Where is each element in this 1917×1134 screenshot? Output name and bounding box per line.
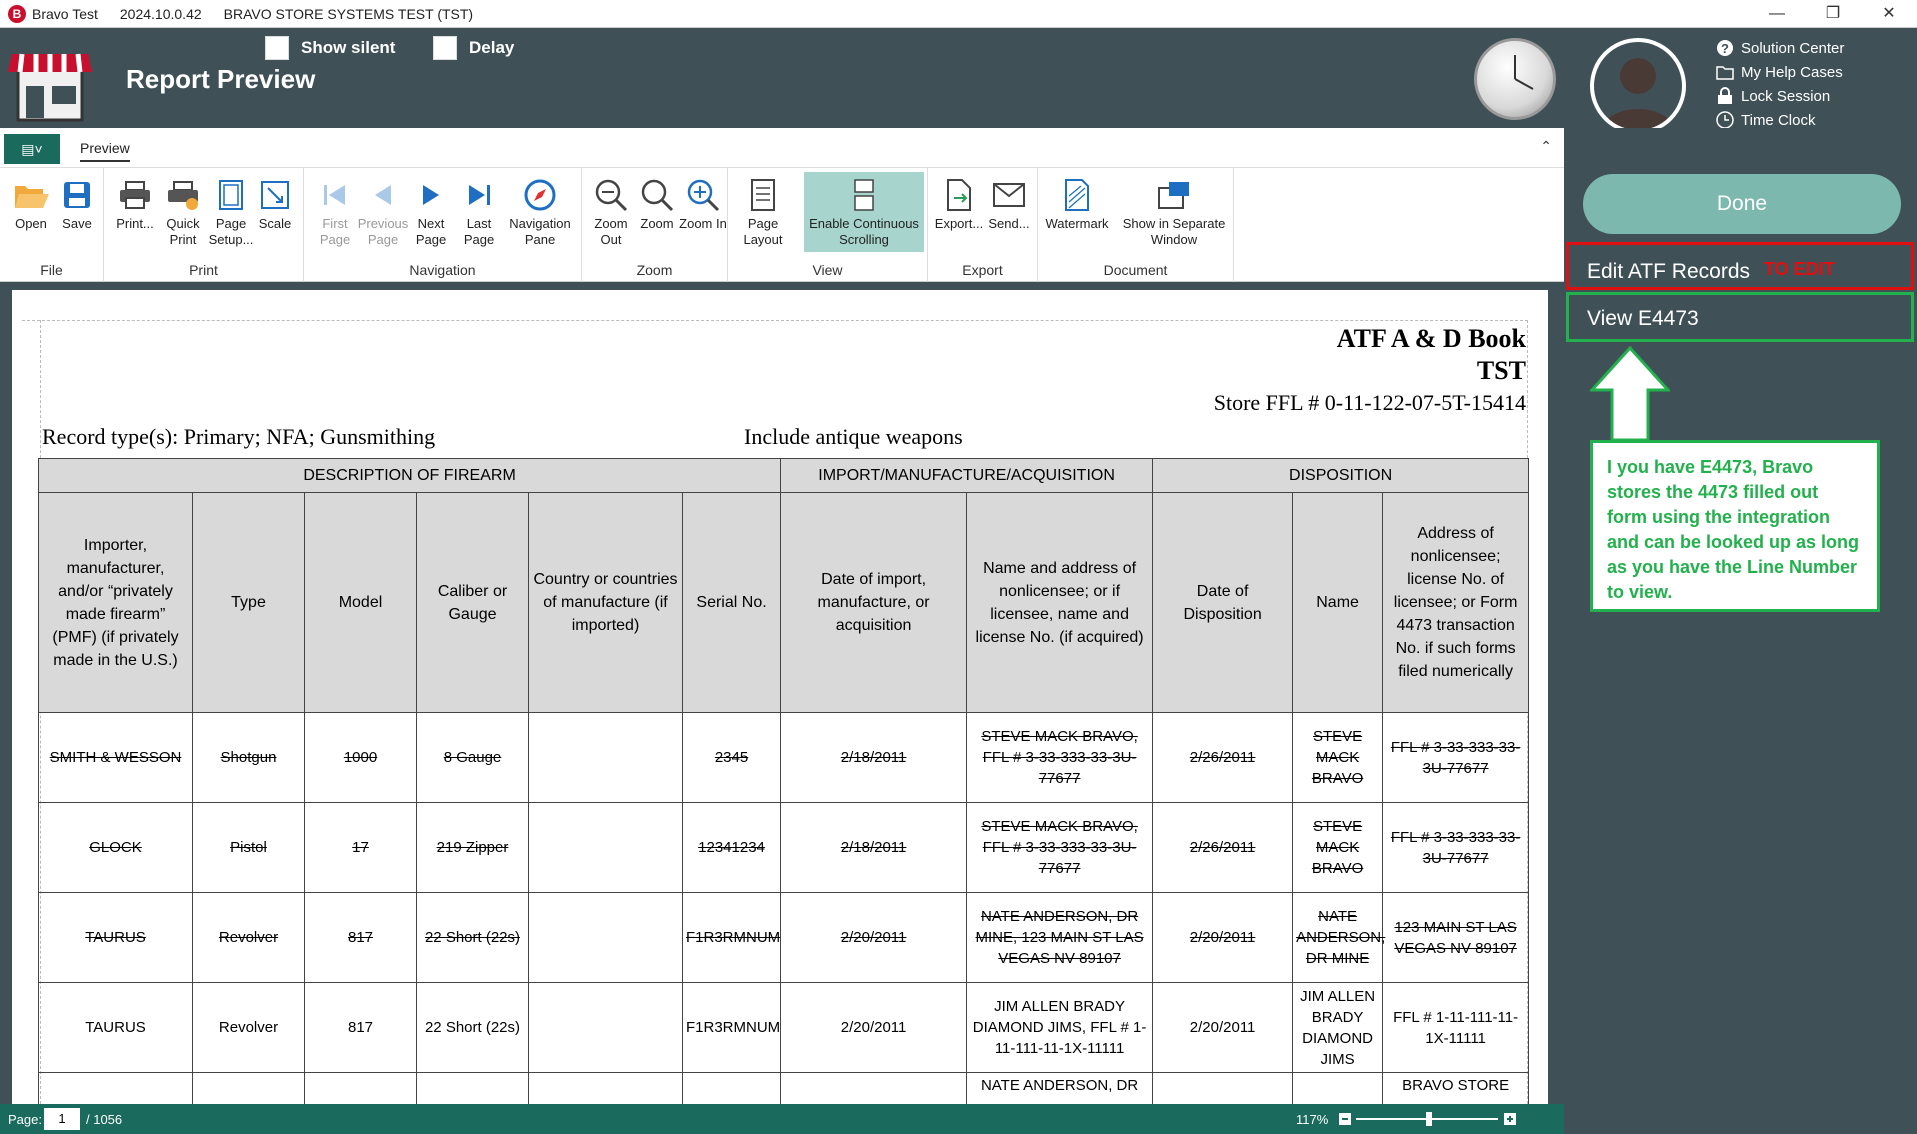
save-icon xyxy=(58,176,96,214)
table-cell xyxy=(305,1073,417,1105)
table-cell xyxy=(39,1073,193,1105)
table-cell xyxy=(529,713,683,803)
table-cell xyxy=(683,1073,781,1105)
table-row xyxy=(39,1073,1529,1105)
show-silent-box[interactable] xyxy=(265,36,289,60)
show-separate-window-button[interactable] xyxy=(1118,176,1230,248)
table-cell: 2345 xyxy=(683,713,781,803)
last-page-icon xyxy=(460,176,498,214)
group-header: DISPOSITION xyxy=(1153,459,1529,493)
zoom-in-label: Zoom In xyxy=(679,216,727,231)
zoom-in-icon xyxy=(684,176,722,214)
document-preview-area[interactable] xyxy=(4,282,1564,1104)
first-page-button[interactable] xyxy=(308,176,362,248)
table-cell: STEVE MACK BRAVO, FFL # 3-33-333-33-3U-77677 xyxy=(967,803,1153,893)
column-header: Caliber or Gauge xyxy=(417,493,529,713)
table-cell: NATE ANDERSON, DR xyxy=(967,1073,1153,1105)
table-cell xyxy=(1153,1073,1293,1105)
group-label-print: Print xyxy=(189,262,218,278)
scale-icon xyxy=(256,176,294,214)
separate-window-icon xyxy=(1155,176,1193,214)
clock-small-icon xyxy=(1715,110,1735,130)
table-cell: FFL # 3-33-333-33-3U-77677 xyxy=(1383,713,1529,803)
send-label: Send... xyxy=(988,216,1030,231)
table-cell xyxy=(529,983,683,1073)
last-page-button[interactable] xyxy=(452,176,506,248)
table-row xyxy=(39,713,1529,803)
status-bar xyxy=(0,1104,1564,1134)
report-title: ATF A & D Book xyxy=(1336,324,1526,353)
first-page-label: First Page xyxy=(319,216,351,247)
quick-print-label: Quick Print xyxy=(166,216,200,247)
avatar[interactable] xyxy=(1590,38,1686,134)
callout-note: I you have E4473, Bravo stores the 4473 filled out form using the integration and can be looked up as long as you have the Line Number to view. xyxy=(1590,440,1880,612)
lock-session-link[interactable] xyxy=(1715,84,1844,108)
group-label-file: File xyxy=(40,262,63,278)
collapse-ribbon-icon[interactable]: ⌃ xyxy=(1540,138,1552,154)
watermark-label: Watermark xyxy=(1045,216,1109,231)
column-header: Address of nonlicensee; license No. of licensee; or Form 4473 transaction No. if such forms filed numerically xyxy=(1383,493,1529,713)
column-header: Type xyxy=(193,493,305,713)
table-cell: STEVE MACK BRAVO xyxy=(1293,803,1383,893)
table-cell: NATE ANDERSON, DR MINE, 123 MAIN ST LAS VEGAS NV 89107 xyxy=(967,893,1153,983)
table-cell: NATE ANDERSON, DR MINE xyxy=(1293,893,1383,983)
print-label: Print... xyxy=(116,216,154,231)
folder-icon xyxy=(1715,62,1735,82)
table-cell: BRAVO STORE xyxy=(1383,1073,1529,1105)
ribbon-menu-button[interactable]: ▤˅ xyxy=(4,134,60,164)
continuous-scroll-label: Enable Continuous Scrolling xyxy=(809,216,919,247)
table-cell: STEVE MACK BRAVO xyxy=(1293,713,1383,803)
save-button[interactable] xyxy=(50,176,104,232)
view-e4473-button[interactable]: View E4473 xyxy=(1566,292,1914,342)
table-cell: 8 Gauge xyxy=(417,713,529,803)
zoom-icon xyxy=(638,176,676,214)
edit-atf-records-button[interactable] xyxy=(1566,242,1914,290)
report-page xyxy=(12,290,1548,1104)
up-arrow-annotation-icon xyxy=(1590,346,1670,442)
atf-table xyxy=(38,458,1529,1104)
export-icon xyxy=(940,176,978,214)
table-cell: Pistol xyxy=(193,803,305,893)
export-button[interactable] xyxy=(932,176,986,232)
page-title: Report Preview xyxy=(126,64,316,94)
to-edit-annotation: TO EDIT xyxy=(1764,259,1835,279)
next-page-icon xyxy=(412,176,450,214)
column-header: Date of Disposition xyxy=(1153,493,1293,713)
user-silhouette-icon xyxy=(1594,42,1682,130)
ribbon xyxy=(0,168,1564,282)
show-silent-label: Show silent xyxy=(301,38,396,57)
record-types: Record type(s): Primary; NFA; Gunsmithing xyxy=(42,424,436,449)
table-cell: FFL # 1-11-111-11-1X-11111 xyxy=(1383,983,1529,1073)
navigation-pane-label: Navigation Pane xyxy=(509,216,571,247)
solution-center-link[interactable] xyxy=(1715,36,1844,60)
ribbon-group-navigation xyxy=(304,168,582,282)
time-clock-label: Time Clock xyxy=(1741,111,1816,129)
table-cell: 2/26/2011 xyxy=(1153,713,1293,803)
table-cell: STEVE MACK BRAVO, FFL # 3-33-333-33-3U-77677 xyxy=(967,713,1153,803)
table-cell: 17 xyxy=(305,803,417,893)
column-header: Serial No. xyxy=(683,493,781,713)
table-cell: 2/20/2011 xyxy=(1153,893,1293,983)
my-help-cases-label: My Help Cases xyxy=(1741,63,1843,81)
table-cell: GLOCK xyxy=(39,803,193,893)
column-header: Model xyxy=(305,493,417,713)
table-cell: 2/18/2011 xyxy=(781,713,967,803)
table-cell xyxy=(529,803,683,893)
table-cell: Revolver xyxy=(193,983,305,1073)
navigation-pane-button[interactable] xyxy=(504,176,576,248)
first-page-icon xyxy=(316,176,354,214)
table-cell: Revolver xyxy=(193,893,305,983)
table-row xyxy=(39,983,1529,1073)
ribbon-group-view xyxy=(728,168,928,282)
table-cell: 2/20/2011 xyxy=(781,983,967,1073)
table-cell: 219 Zipper xyxy=(417,803,529,893)
quick-print-button[interactable] xyxy=(156,176,210,248)
zoom-in-button[interactable] xyxy=(676,176,730,232)
table-row xyxy=(39,803,1529,893)
table-cell: F1R3RMNUM xyxy=(683,983,781,1073)
store-icon xyxy=(8,40,92,124)
ribbon-group-print xyxy=(104,168,304,282)
table-cell: 2/20/2011 xyxy=(781,893,967,983)
page-margin-top xyxy=(22,320,1528,321)
app-name: Bravo Test xyxy=(32,5,98,22)
antique-note: Include antique weapons xyxy=(744,424,963,449)
header xyxy=(0,28,1917,128)
table-cell: 817 xyxy=(305,893,417,983)
table-cell: SMITH & WESSON xyxy=(39,713,193,803)
next-page-button[interactable] xyxy=(404,176,458,248)
column-header: Name xyxy=(1293,493,1383,713)
last-page-label: Last Page xyxy=(463,216,495,247)
zoom-label: Zoom xyxy=(640,216,674,231)
zoom-level: 117% xyxy=(1296,1112,1329,1127)
table-cell: TAURUS xyxy=(39,983,193,1073)
close-icon[interactable]: ✕ xyxy=(1882,5,1896,22)
quick-printer-icon xyxy=(164,176,202,214)
report-store-code: TST xyxy=(1476,356,1526,385)
zoom-out-label: Zoom Out xyxy=(594,216,628,247)
delay-checkbox[interactable] xyxy=(433,36,514,60)
app-logo-icon: B xyxy=(8,5,26,23)
table-cell: 123 MAIN ST LAS VEGAS NV 89107 xyxy=(1383,893,1529,983)
done-button[interactable]: Done xyxy=(1583,174,1901,234)
lock-icon xyxy=(1715,86,1735,106)
ribbon-tab-bar xyxy=(0,128,1564,168)
scale-label: Scale xyxy=(258,216,292,231)
table-cell: FFL # 3-33-333-33-3U-77677 xyxy=(1383,803,1529,893)
save-label: Save xyxy=(62,216,92,231)
table-cell: 12341234 xyxy=(683,803,781,893)
page-label: Page: xyxy=(8,1112,42,1127)
group-label-navigation: Navigation xyxy=(409,262,476,278)
column-header: Importer, manufacturer, and/or “privately made firearm” (PMF) (if privately made in the U.S.) xyxy=(39,493,193,713)
group-header: DESCRIPTION OF FIREARM xyxy=(39,459,781,493)
group-label-document: Document xyxy=(1103,262,1168,278)
previous-page-icon xyxy=(364,176,402,214)
continuous-scroll-icon xyxy=(845,176,883,214)
title-bar xyxy=(0,0,1917,28)
clock-icon xyxy=(1474,38,1556,120)
ribbon-group-file xyxy=(0,168,104,282)
question-icon xyxy=(1715,38,1735,58)
table-cell: 2/20/2011 xyxy=(1153,983,1293,1073)
table-cell: JIM ALLEN BRADY DIAMOND JIMS xyxy=(1293,983,1383,1073)
edit-atf-records-label: Edit ATF Records xyxy=(1587,260,1750,283)
tab-preview[interactable]: Preview xyxy=(80,140,130,162)
page-setup-icon xyxy=(212,176,250,214)
column-header: Date of import, manufacture, or acquisition xyxy=(781,493,967,713)
app-version: 2024.10.0.42 xyxy=(119,5,202,22)
lock-session-label: Lock Session xyxy=(1741,87,1831,105)
table-cell: 22 Short (22s) xyxy=(417,893,529,983)
restore-icon[interactable]: ❐ xyxy=(1825,5,1841,22)
table-cell: 2/26/2011 xyxy=(1153,803,1293,893)
table-cell: 1000 xyxy=(305,713,417,803)
table-cell: JIM ALLEN BRADY DIAMOND JIMS, FFL # 1-11-111-11-1X-11111 xyxy=(967,983,1153,1073)
folder-open-icon xyxy=(12,176,50,214)
watermark-icon xyxy=(1058,176,1096,214)
page-layout-button[interactable] xyxy=(736,176,790,248)
next-page-label: Next Page xyxy=(415,216,447,247)
printer-icon xyxy=(116,176,154,214)
zoom-out-icon xyxy=(592,176,630,214)
table-cell xyxy=(417,1073,529,1105)
ribbon-group-document xyxy=(1038,168,1234,282)
table-cell: F1R3RMNUM xyxy=(683,893,781,983)
table-cell: TAURUS xyxy=(39,893,193,983)
table-cell xyxy=(1293,1073,1383,1105)
export-label: Export... xyxy=(934,216,984,231)
group-label-export: Export xyxy=(962,262,1003,278)
table-row xyxy=(39,893,1529,983)
page-total: / 1056 xyxy=(86,1112,123,1127)
separate-window-label: Show in Separate Window xyxy=(1122,216,1226,247)
page-layout-icon xyxy=(744,176,782,214)
watermark-button[interactable] xyxy=(1042,176,1112,232)
minimize-icon[interactable]: — xyxy=(1769,5,1785,22)
table-cell: 817 xyxy=(305,983,417,1073)
column-header: Country or countries of manufacture (if imported) xyxy=(529,493,683,713)
my-help-cases-link[interactable] xyxy=(1715,60,1844,84)
open-label: Open xyxy=(15,216,47,231)
print-button[interactable] xyxy=(108,176,162,232)
group-label-view: View xyxy=(812,262,843,278)
table-cell: 22 Short (22s) xyxy=(417,983,529,1073)
show-silent-checkbox[interactable] xyxy=(265,36,395,60)
ribbon-group-zoom xyxy=(582,168,728,282)
page-layout-label: Page Layout xyxy=(743,216,783,247)
group-label-zoom: Zoom xyxy=(636,262,673,278)
previous-page-label: Previous Page xyxy=(357,216,409,247)
table-cell: 2/18/2011 xyxy=(781,803,967,893)
scale-button[interactable] xyxy=(248,176,302,232)
send-button[interactable] xyxy=(982,176,1036,232)
solution-center-label: Solution Center xyxy=(1741,39,1845,57)
report-store-ffl: Store FFL # 0-11-122-07-5T-15414 xyxy=(1213,390,1526,415)
svg-text:?: ? xyxy=(1721,41,1729,56)
delay-box[interactable] xyxy=(433,36,457,60)
group-header: IMPORT/MANUFACTURE/ACQUISITION xyxy=(781,459,1153,493)
envelope-icon xyxy=(990,176,1028,214)
page-setup-label: Page Setup... xyxy=(208,216,254,247)
delay-label: Delay xyxy=(469,38,515,57)
table-cell xyxy=(529,893,683,983)
zoom-slider[interactable] xyxy=(1338,1112,1518,1126)
column-header: Name and address of nonlicensee; or if licensee, name and license No. (if acquired) xyxy=(967,493,1153,713)
table-cell xyxy=(193,1073,305,1105)
system-name: BRAVO STORE SYSTEMS TEST (TST) xyxy=(223,5,474,22)
enable-continuous-scrolling-button[interactable] xyxy=(804,172,924,252)
ribbon-group-export xyxy=(928,168,1038,282)
table-cell xyxy=(529,1073,683,1105)
page-number-input[interactable]: 1 xyxy=(44,1108,80,1130)
table-cell xyxy=(781,1073,967,1105)
compass-icon xyxy=(521,176,559,214)
table-cell: Shotgun xyxy=(193,713,305,803)
previous-page-button[interactable] xyxy=(356,176,410,248)
